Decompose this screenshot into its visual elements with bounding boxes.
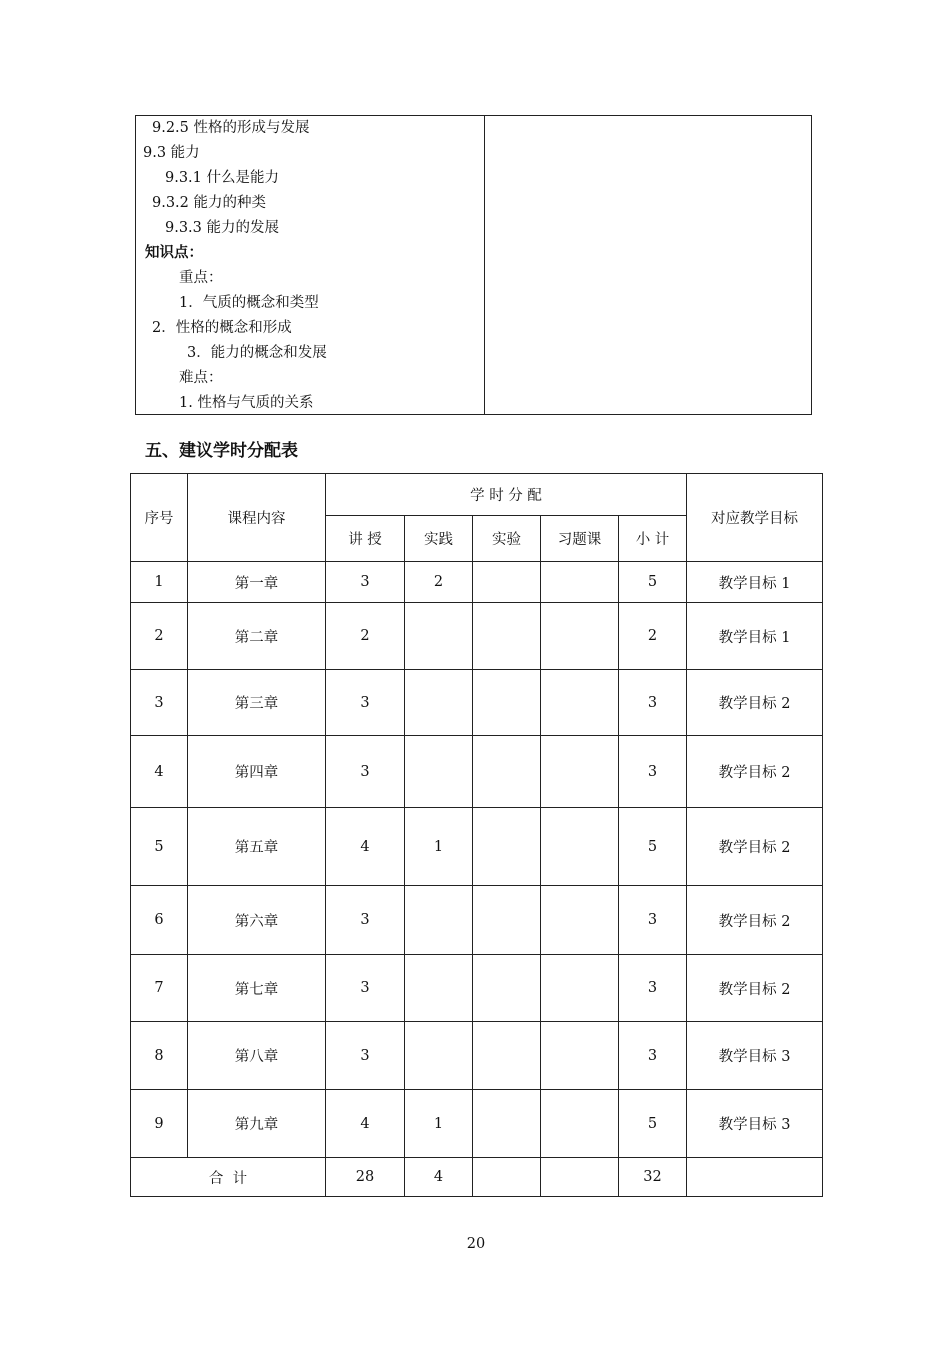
header-goal: 对应教学目标: [687, 474, 823, 562]
header-content: 课程内容: [188, 474, 326, 562]
cell-subtotal: 3: [619, 955, 687, 1022]
table-row: [131, 736, 823, 808]
cell-goal: 教学目标 2: [687, 955, 823, 1022]
total-subtotal: 32: [619, 1158, 687, 1197]
cell-goal: 教学目标 2: [687, 886, 823, 955]
outline-box: [135, 115, 812, 415]
cell-content: 第六章: [188, 886, 326, 955]
total-goal: [687, 1158, 823, 1197]
cell-exercise: [541, 955, 619, 1022]
cell-lecture: 2: [326, 603, 405, 670]
outline-line: 9.3.3 能力的发展: [165, 220, 280, 236]
cell-index: 7: [131, 955, 188, 1022]
cell-subtotal: 3: [619, 886, 687, 955]
cell-content: 第八章: [188, 1022, 326, 1090]
cell-practice: [405, 886, 473, 955]
table-row: [131, 1090, 823, 1158]
cell-practice: [405, 736, 473, 808]
cell-practice: 2: [405, 562, 473, 603]
section-title: 五、建议学时分配表: [145, 441, 298, 461]
cell-content: 第九章: [188, 1090, 326, 1158]
cell-index: 8: [131, 1022, 188, 1090]
outline-line: 3．能力的概念和发展: [187, 345, 327, 361]
table-row: [131, 603, 823, 670]
outline-line: 9.3.2 能力的种类: [152, 195, 267, 211]
header-subtotal: 小 计: [619, 516, 687, 562]
header-index: 序号: [131, 474, 188, 562]
outline-line: 2．性格的概念和形成: [152, 320, 292, 336]
cell-lecture: 3: [326, 1022, 405, 1090]
cell-content: 第五章: [188, 808, 326, 886]
cell-subtotal: 5: [619, 1090, 687, 1158]
cell-lecture: 3: [326, 562, 405, 603]
cell-content: 第四章: [188, 736, 326, 808]
header-practice: 实践: [405, 516, 473, 562]
header-experiment: 实验: [473, 516, 541, 562]
cell-practice: [405, 670, 473, 736]
total-row: [131, 1158, 823, 1197]
cell-practice: 1: [405, 1090, 473, 1158]
page-number: 20: [466, 1236, 486, 1252]
outline-line: 9.3 能力: [143, 145, 200, 161]
total-practice: 4: [405, 1158, 473, 1197]
table-row: [131, 562, 823, 603]
table-row: [131, 670, 823, 736]
cell-index: 5: [131, 808, 188, 886]
total-lecture: 28: [326, 1158, 405, 1197]
header-lecture: 讲 授: [326, 516, 405, 562]
cell-lecture: 4: [326, 808, 405, 886]
header-row: [131, 474, 823, 516]
cell-practice: 1: [405, 808, 473, 886]
outline-divider: [484, 116, 485, 414]
cell-experiment: [473, 736, 541, 808]
outline-line: 9.2.5 性格的形成与发展: [152, 120, 310, 136]
header-exercise: 习题课: [541, 516, 619, 562]
cell-content: 第一章: [188, 562, 326, 603]
cell-index: 2: [131, 603, 188, 670]
table-row: [131, 1022, 823, 1090]
cell-experiment: [473, 562, 541, 603]
cell-subtotal: 3: [619, 670, 687, 736]
cell-goal: 教学目标 2: [687, 736, 823, 808]
cell-subtotal: 5: [619, 808, 687, 886]
cell-exercise: [541, 603, 619, 670]
outline-line: 重点：: [179, 270, 223, 286]
table-row: [131, 808, 823, 886]
outline-line: 难点：: [179, 370, 223, 386]
cell-goal: 教学目标 1: [687, 562, 823, 603]
total-exercise: [541, 1158, 619, 1197]
cell-subtotal: 3: [619, 1022, 687, 1090]
table-row: [131, 886, 823, 955]
outline-line: 1. 性格与气质的关系: [179, 395, 314, 411]
cell-experiment: [473, 603, 541, 670]
cell-experiment: [473, 670, 541, 736]
cell-experiment: [473, 808, 541, 886]
total-label: 合 计: [131, 1158, 326, 1197]
cell-content: 第三章: [188, 670, 326, 736]
cell-index: 4: [131, 736, 188, 808]
outline-line: 知识点：: [145, 244, 203, 261]
cell-content: 第七章: [188, 955, 326, 1022]
cell-practice: [405, 955, 473, 1022]
total-experiment: [473, 1158, 541, 1197]
cell-index: 1: [131, 562, 188, 603]
header-hours-group: 学 时 分 配: [326, 474, 687, 516]
cell-exercise: [541, 670, 619, 736]
cell-goal: 教学目标 1: [687, 603, 823, 670]
cell-subtotal: 2: [619, 603, 687, 670]
cell-subtotal: 5: [619, 562, 687, 603]
cell-practice: [405, 603, 473, 670]
cell-exercise: [541, 1022, 619, 1090]
cell-lecture: 3: [326, 955, 405, 1022]
cell-lecture: 3: [326, 736, 405, 808]
cell-content: 第二章: [188, 603, 326, 670]
outline-line: 1．气质的概念和类型: [179, 295, 319, 311]
cell-goal: 教学目标 3: [687, 1090, 823, 1158]
cell-goal: 教学目标 2: [687, 808, 823, 886]
cell-experiment: [473, 1022, 541, 1090]
cell-exercise: [541, 886, 619, 955]
hours-table: [130, 473, 823, 1197]
cell-goal: 教学目标 2: [687, 670, 823, 736]
cell-exercise: [541, 808, 619, 886]
cell-index: 6: [131, 886, 188, 955]
table-row: [131, 955, 823, 1022]
cell-goal: 教学目标 3: [687, 1022, 823, 1090]
cell-subtotal: 3: [619, 736, 687, 808]
cell-experiment: [473, 955, 541, 1022]
cell-lecture: 3: [326, 886, 405, 955]
cell-lecture: 3: [326, 670, 405, 736]
cell-experiment: [473, 886, 541, 955]
cell-exercise: [541, 736, 619, 808]
cell-experiment: [473, 1090, 541, 1158]
cell-lecture: 4: [326, 1090, 405, 1158]
cell-exercise: [541, 562, 619, 603]
outline-line: 9.3.1 什么是能力: [165, 170, 280, 186]
cell-index: 3: [131, 670, 188, 736]
cell-exercise: [541, 1090, 619, 1158]
cell-index: 9: [131, 1090, 188, 1158]
cell-practice: [405, 1022, 473, 1090]
